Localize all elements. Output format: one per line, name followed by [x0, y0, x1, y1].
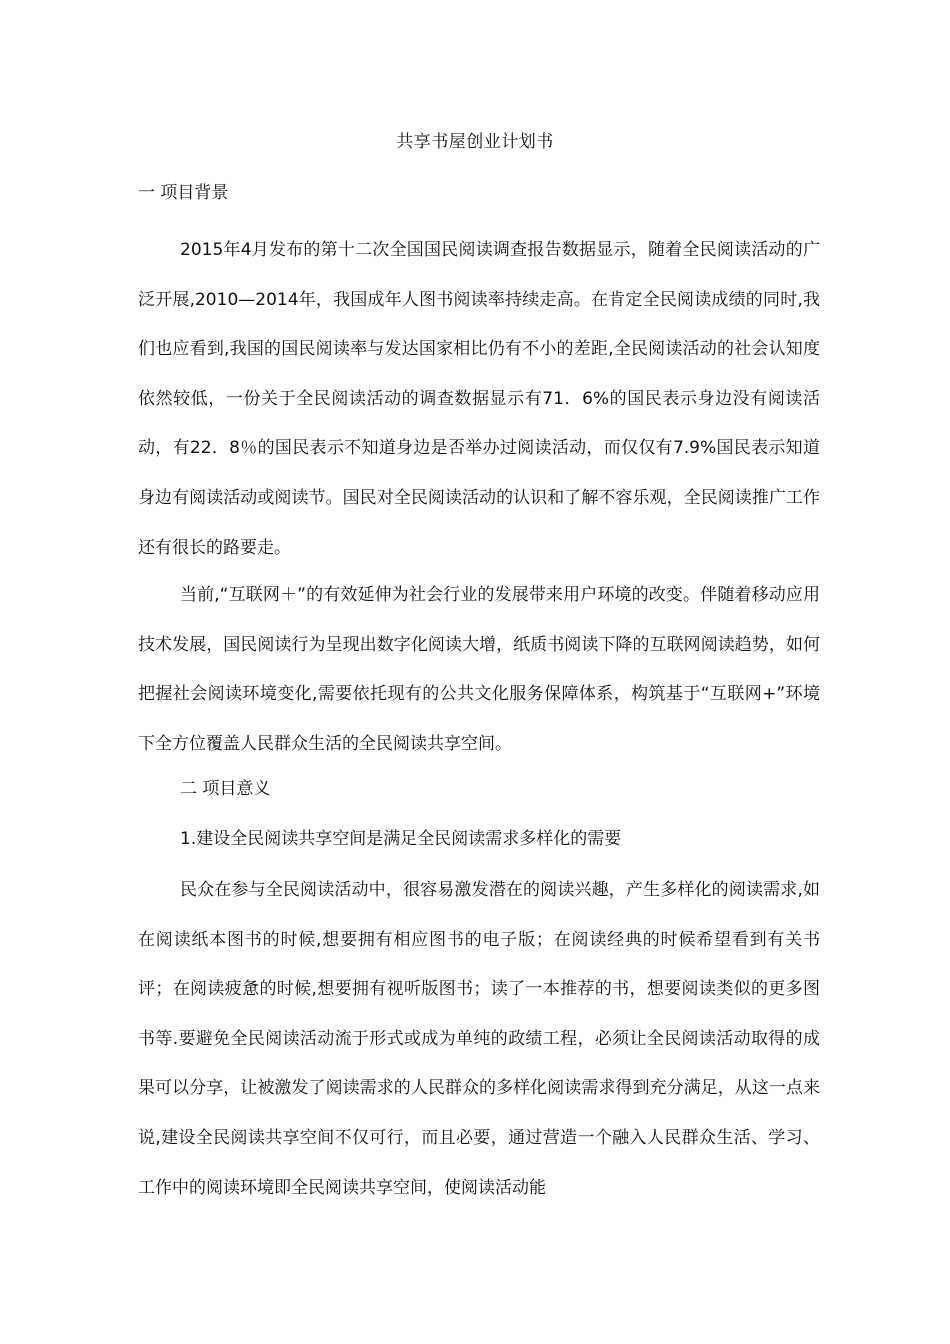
section-heading-significance: 二 项目意义	[180, 779, 271, 799]
paragraph-reading-needs: 民众在参与全民阅读活动中，很容易激发潜在的阅读兴趣，产生多样化的阅读需求,如在阅读纸本图书的时候,想要拥有相应图书的电子版；在阅读经典的时候希望看到有关书评；在阅读疲惫的时候,想要拥有视听版图书；读了一本推荐的书，想要阅读类似的更多图书等.要避免全民阅读活动流于形式或成为单纯的政绩工程，必须让全民阅读活动取得的成果可以分享，让被激发了阅读需求的人民群众的多样化阅读需求得到充分满足，从这一点来说,建设全民阅读共享空间不仅可行，而且必要，通过营造一个融入人民群众生活、学习、工作中的阅读环境即全民阅读共享空间，使阅读活动能	[138, 880, 820, 1198]
document-title: 共享书屋创业计划书	[396, 132, 554, 152]
paragraph-internet-plus: 当前,“互联网＋”的有效延伸为社会行业的发展带来用户环境的改变。伴随着移动应用技术发展，国民阅读行为呈现出数字化阅读大增，纸质书阅读下降的互联网阅读趋势，如何把握社会阅读环境变化,需要依托现有的公共文化服务保障体系，构筑基于“互联网+”环境下全方位覆盖人民群众生活的全民阅读共享空间。	[138, 585, 820, 754]
paragraph-background: 2015年4月发布的第十二次全国国民阅读调查报告数据显示，随着全民阅读活动的广泛开展,2010—2014年，我国成年人图书阅读率持续走高。在肯定全民阅读成绩的同时,我们也应看到,我国的国民阅读率与发达国家相比仍有不小的差距,全民阅读活动的社会认知度依然较低，一份关于全民阅读活动的调查数据显示有71．6%的国民表示身边没有阅读活动，有22．8％的国民表示不知道身边是否举办过阅读活动，而仅仅有7.9%国民表示知道身边有阅读活动或阅读节。国民对全民阅读活动的认识和了解不容乐观，全民阅读推广工作还有很长的路要走。	[138, 240, 820, 558]
section-heading-background: 一 项目背景	[138, 183, 229, 203]
subsection-heading-1: 1.建设全民阅读共享空间是满足全民阅读需求多样化的需要	[180, 829, 622, 849]
